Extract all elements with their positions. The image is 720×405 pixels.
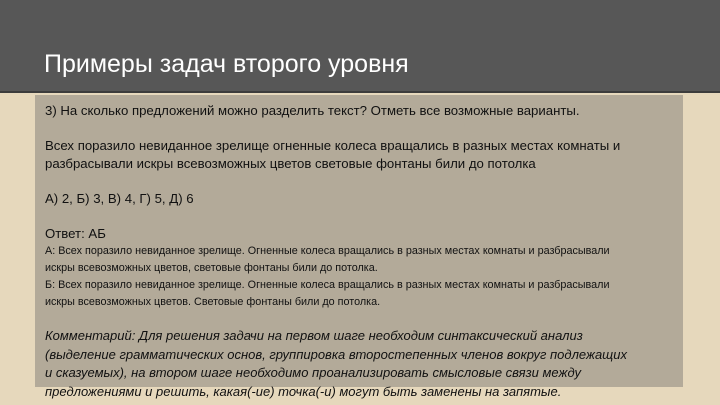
- slide-header: [0, 0, 720, 93]
- spacer: [45, 208, 675, 225]
- slide-title: Примеры задач второго уровня: [44, 50, 409, 78]
- content-box: [35, 95, 683, 399]
- spacer: [45, 173, 675, 190]
- comment-line-2: (выделение грамматических основ, группировка второстепенных членов вокруг подлежащих: [45, 346, 627, 362]
- comment-line-3: и сказуемых), на втором шаге необходимо проанализировать смысловые связи между: [45, 365, 581, 380]
- question-text: 3) На сколько предложений можно разделить текст? Отметь все возможные варианты.: [45, 103, 580, 118]
- variant-a-line-2: искры всевозможных цветов, световые фонтаны били до потолка.: [45, 262, 378, 274]
- answer-options: А) 2, Б) 3, В) 4, Г) 5, Д) 6: [45, 191, 194, 206]
- variant-b-line-2: искры всевозможных цветов. Световые фонтаны били до потолка.: [45, 296, 381, 308]
- comment-line-4: предложениями и решить, какая(-ие) точка(-и) могут быть заменены на запятые.: [45, 383, 562, 399]
- variant-a-line-1: А: Всех поразило невиданное зрелище. Огненные колеса вращались в разных местах комнаты и разбрасывали: [45, 245, 610, 257]
- spacer: [45, 311, 675, 327]
- task-text-line-2: разбрасывали искры всевозможных цветов световые фонтаны били до потолка: [45, 156, 536, 171]
- task-text-line-1: Всех поразило невиданное зрелище огненные колеса вращались в разных местах комнаты и: [45, 138, 621, 153]
- answer-text: Ответ: АБ: [45, 226, 106, 241]
- variant-b-line-1: Б: Всех поразило невиданное зрелище. Огненные колеса вращались в разных местах комнаты и разбрасывали: [45, 279, 610, 291]
- spacer: [45, 120, 675, 137]
- comment-line-1: Комментарий: Для решения задачи на первом шаге необходим синтаксический анализ: [45, 328, 583, 343]
